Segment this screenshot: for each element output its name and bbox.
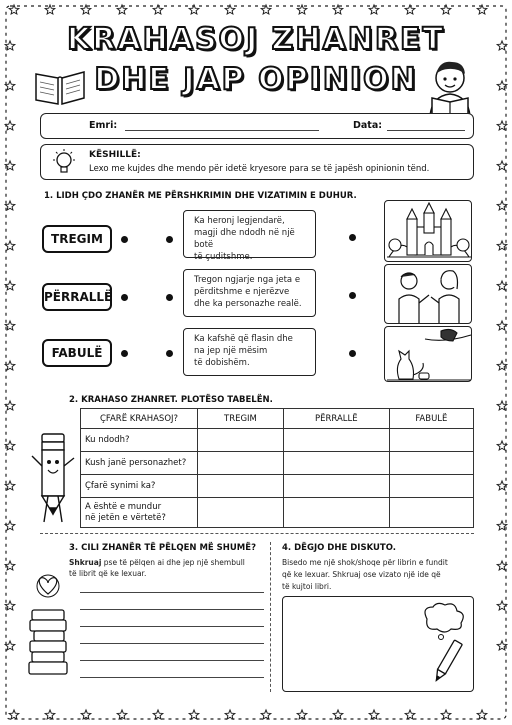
section2-title: 2. KRAHASO ZHANRET. PLOTËSO TABELËN. <box>69 395 273 405</box>
row-question <box>81 498 198 528</box>
border-star-icon <box>369 710 379 719</box>
drawing-area[interactable] <box>282 596 474 692</box>
border-star-icon <box>5 641 15 650</box>
section4-title: 4. DËGJO DHE DISKUTO. <box>282 543 396 553</box>
border-star-icon <box>497 121 507 130</box>
border-star-icon <box>225 710 235 719</box>
section4-line: të kujtoi libri. <box>282 582 332 591</box>
picture-box <box>384 326 472 382</box>
answer-cell[interactable] <box>389 429 473 452</box>
description-box <box>183 210 316 262</box>
border-star-icon <box>497 281 507 290</box>
match-dot[interactable] <box>166 294 173 301</box>
border-star-icon <box>477 710 487 719</box>
name-input-line[interactable] <box>125 130 319 131</box>
border-star-icon <box>9 710 19 719</box>
section3-title: 3. CILI ZHANËR TË PËLQEN MË SHUMË? <box>69 543 256 553</box>
border-star-icon <box>189 710 199 719</box>
row-question: Kush janë personazhet? <box>81 452 198 475</box>
castle-icon <box>385 201 473 263</box>
border-star-icon <box>497 401 507 410</box>
description-box <box>183 269 316 317</box>
table-header: FABULË <box>389 409 473 429</box>
border-star-icon <box>45 710 55 719</box>
name-label: Emri: <box>89 120 118 131</box>
border-star-icon <box>5 361 15 370</box>
match-dot[interactable] <box>121 294 128 301</box>
section3-text-line2: të librit që ke lexuar. <box>69 569 147 578</box>
title-line-2: DHE JAP OPINION <box>94 62 418 97</box>
border-star-icon <box>497 521 507 530</box>
border-star-icon <box>81 710 91 719</box>
answer-line[interactable] <box>80 626 264 627</box>
border-star-icon <box>153 710 163 719</box>
border-star-icon <box>5 401 15 410</box>
column-divider <box>270 542 271 692</box>
tip-text: Lexo me kujdes dhe mendo për idetë kryesore para se të japësh opinionin tënd. <box>89 164 430 174</box>
match-dot[interactable] <box>166 236 173 243</box>
section3-text: pse të pëlqen ai dhe jep një shembull <box>101 558 245 567</box>
border-star-icon <box>405 710 415 719</box>
section3-bold-word: Shkruaj <box>69 558 102 567</box>
border-star-icon <box>5 561 15 570</box>
desc-line: të dobishëm. <box>194 358 250 368</box>
border-star-icon <box>189 5 199 14</box>
answer-line[interactable] <box>80 592 264 593</box>
genre-perralle[interactable]: PËRRALLË <box>42 283 112 311</box>
table-header: TREGIM <box>198 409 284 429</box>
desc-line: Tregon ngjarje nga jeta e <box>194 275 301 285</box>
border-star-icon <box>225 5 235 14</box>
tip-box <box>40 144 474 180</box>
match-dot[interactable] <box>349 292 356 299</box>
border-star-icon <box>497 241 507 250</box>
border-star-icon <box>5 201 15 210</box>
border-star-icon <box>5 441 15 450</box>
match-dot[interactable] <box>121 236 128 243</box>
picture-box <box>384 264 472 324</box>
border-star-icon <box>497 321 507 330</box>
answer-cell[interactable] <box>283 475 389 498</box>
border-star-icon <box>497 641 507 650</box>
match-dot[interactable] <box>349 350 356 357</box>
answer-cell[interactable] <box>283 429 389 452</box>
border-star-icon <box>497 441 507 450</box>
answer-cell[interactable] <box>283 452 389 475</box>
fox-and-crow-icon <box>385 327 473 383</box>
boy-reading-icon <box>418 56 482 118</box>
border-star-icon <box>333 710 343 719</box>
picture-box <box>384 200 472 262</box>
desc-line: magji dhe ndodh në një botë <box>194 228 295 250</box>
table-row <box>81 429 474 452</box>
border-star-icon <box>369 5 379 14</box>
border-star-icon <box>5 121 15 130</box>
row-question-line: në jetën e vërtetë? <box>85 512 166 523</box>
border-star-icon <box>117 710 127 719</box>
answer-line[interactable] <box>80 660 264 661</box>
border-star-icon <box>5 521 15 530</box>
description-box <box>183 328 316 376</box>
table-row <box>81 452 474 475</box>
thought-pencil-icon <box>417 601 469 689</box>
answer-cell[interactable] <box>389 498 473 528</box>
border-star-icon <box>497 561 507 570</box>
answer-line[interactable] <box>80 609 264 610</box>
lightbulb-icon <box>51 149 77 177</box>
border-star-icon <box>497 161 507 170</box>
open-book-icon <box>34 66 86 106</box>
border-star-icon <box>497 481 507 490</box>
desc-line: dhe ka personazhe realë. <box>194 299 302 309</box>
section1-title: 1. LIDH ÇDO ZHANËR ME PËRSHKRIMIN DHE VIZATIMIN E DUHUR. <box>44 191 357 201</box>
row-question-line: A është e mundur <box>85 501 162 512</box>
answer-cell[interactable] <box>198 498 284 528</box>
date-input-line[interactable] <box>387 130 465 131</box>
border-star-icon <box>153 5 163 14</box>
answer-cell[interactable] <box>198 429 284 452</box>
date-label: Data: <box>353 120 383 131</box>
section-divider <box>40 533 474 534</box>
genre-tregim[interactable]: TREGIM <box>42 225 112 253</box>
border-star-icon <box>497 601 507 610</box>
genre-fabule[interactable]: FABULË <box>42 339 112 367</box>
border-star-icon <box>5 161 15 170</box>
match-dot[interactable] <box>349 234 356 241</box>
table-header: PËRRALLË <box>283 409 389 429</box>
section3-instructions <box>69 557 245 568</box>
border-star-icon <box>497 201 507 210</box>
section4-line: Bisedo me një shok/shoqe për librin e fundit <box>282 558 448 567</box>
book-stack-icon <box>26 574 70 686</box>
border-star-icon <box>497 361 507 370</box>
border-star-icon <box>5 321 15 330</box>
pencil-character-icon <box>28 426 78 526</box>
answer-cell[interactable] <box>283 498 389 528</box>
answer-cell[interactable] <box>389 475 473 498</box>
answer-cell[interactable] <box>389 452 473 475</box>
answer-cell[interactable] <box>198 475 284 498</box>
row-question: Ku ndodh? <box>81 429 198 452</box>
border-star-icon <box>477 5 487 14</box>
border-star-icon <box>5 281 15 290</box>
desc-line: Ka heronj legjendarë, <box>194 216 285 226</box>
border-star-icon <box>297 710 307 719</box>
border-star-icon <box>441 5 451 14</box>
tip-heading: KËSHILLË: <box>89 150 141 160</box>
desc-line: të çuditshme. <box>194 252 253 262</box>
desc-line: na jep një mësim <box>194 346 268 356</box>
border-star-icon <box>441 710 451 719</box>
section4-line: që ke lexuar. Shkruaj ose vizato një ide që <box>282 570 441 579</box>
border-star-icon <box>5 481 15 490</box>
table-row <box>81 498 474 528</box>
answer-line[interactable] <box>80 643 264 644</box>
answer-line[interactable] <box>80 677 264 678</box>
desc-line: Ka kafshë që flasin dhe <box>194 334 293 344</box>
children-talking-icon <box>385 265 473 325</box>
row-question: Çfarë synimi ka? <box>81 475 198 498</box>
name-date-bar <box>40 113 474 139</box>
match-dot[interactable] <box>121 350 128 357</box>
desc-line: përditshme e njerëzve <box>194 287 290 297</box>
table-header: ÇFARË KRAHASOJ? <box>81 409 198 429</box>
border-star-icon <box>261 710 271 719</box>
border-star-icon <box>405 5 415 14</box>
match-dot[interactable] <box>166 350 173 357</box>
answer-cell[interactable] <box>198 452 284 475</box>
border-star-icon <box>117 5 127 14</box>
border-star-icon <box>5 601 15 610</box>
table-row <box>81 475 474 498</box>
border-star-icon <box>5 241 15 250</box>
comparison-table <box>80 408 474 528</box>
title-line-1: KRAHASOJ ZHANRET <box>67 22 445 57</box>
